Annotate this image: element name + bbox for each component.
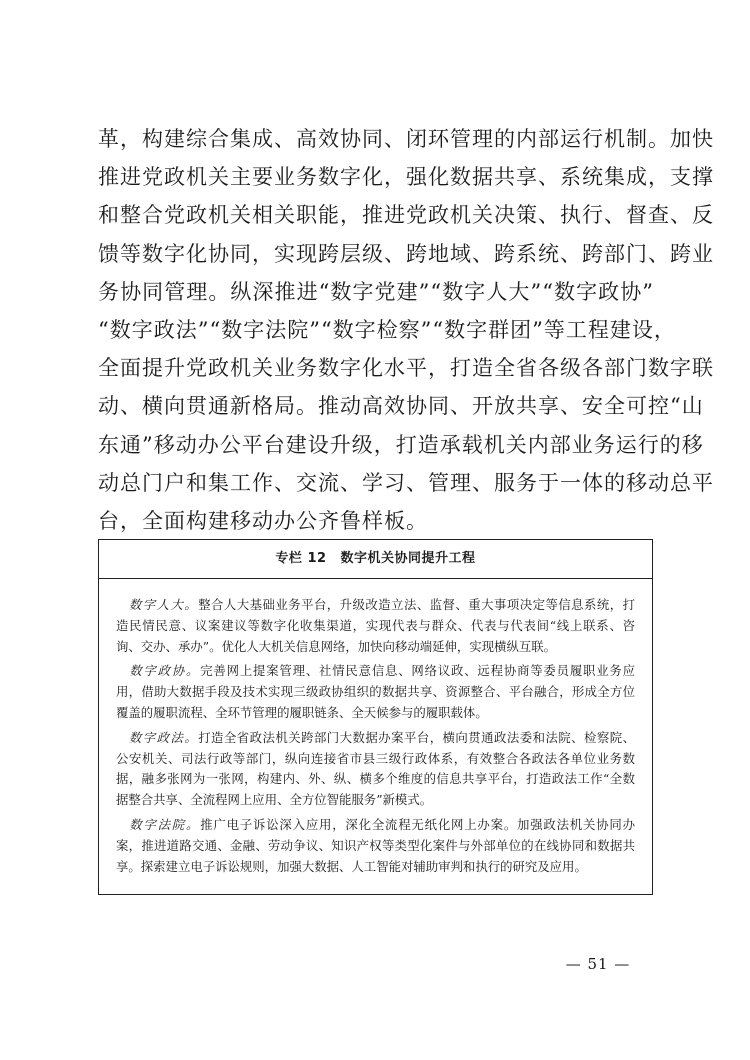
box-line: 享。探索建立电子诉讼规则，加强大数据、人工智能对辅助审判和执行的研究及应用。 [116, 858, 587, 874]
body-line: 动、横向贯通新格局。推动高效协同、开放共享、安全可控“山 [98, 394, 704, 419]
box-line: 覆盖的履职流程、全环节管理的履职链条、全天候参与的履职载体。 [116, 704, 488, 720]
body-line: 动总门户和集工作、交流、学习、管理、服务于一体的移动总平 [98, 470, 714, 495]
box-paragraph-first-line: 数字政协。完善网上提案管理、社情民意信息、网络议政、远程协商等委员履职业务应 [129, 663, 636, 679]
body-line: 务协同管理。纵深推进“数字党建”“数字人大”“数字政协” [98, 279, 654, 304]
body-line: 东通”移动办公平台建设升级，打造承载机关内部业务运行的移 [98, 432, 704, 457]
box-keyword: 数字政协。 [129, 663, 201, 679]
box-line: 造民情民意、议案建议等数字化收集渠道，实现代表与群众、代表与代表间“线上联系、咨 [116, 617, 635, 633]
body-line: 和整合党政机关相关职能，推进党政机关决策、执行、督查、反 [98, 203, 714, 228]
box-keyword: 数字人大。 [128, 597, 199, 612]
box-line: 据整合共享、全流程网上应用、全方位智能服务”新模式。 [116, 792, 433, 808]
body-line: 推进党政机关主要业务数字化，强化数据共享、系统集成，支撑 [98, 165, 714, 190]
box-paragraph-first-line: 数字人大。整合人大基础业务平台，升级改造立法、监督、重大事项决定等信息系统，打 [128, 597, 636, 612]
body-paragraph [98, 120, 714, 540]
box-line: 询、交办、承办”。优化人大机关信息网络，加快向移动端延伸，实现横纵互联。 [116, 638, 557, 654]
box-paragraph-first-line: 数字法院。推广电子诉讼深入应用，深化全流程无纸化网上办案。加强政法机关协同办 [129, 816, 636, 832]
body-line: 台，全面构建移动办公齐鲁样板。 [98, 508, 428, 533]
box-title [99, 540, 652, 579]
box-line: 用，借助大数据手段及技术实现三级政协组织的数据共享、资源整合、平台融合，形成全方位 [116, 684, 635, 700]
body-line: “数字政法”“数字法院”“数字检察”“数字群团”等工程建设， [98, 317, 676, 342]
box-keyword: 数字政法。 [128, 729, 199, 745]
body-line: 馈等数字化协同，实现跨层级、跨地域、跨系统、跨部门、跨业 [98, 241, 714, 266]
box-label: 专栏 12 [275, 551, 327, 566]
page-number: — 51 — [565, 955, 631, 973]
body-line: 革，构建综合集成、高效协同、闭环管理的内部运行机制。加快 [98, 127, 714, 151]
box-keyword: 数字法院。 [129, 816, 201, 832]
box-line: 公安机关、司法行政等部门，纵向连接省市县三级行政体系，有效整合各政法各单位业务数 [116, 750, 635, 766]
body-line: 全面提升党政机关业务数字化水平，打造全省各级各部门数字联 [98, 356, 714, 381]
box-heading: 数字机关协同提升工程 [340, 551, 476, 566]
box-paragraph-first-line: 数字政法。打造全省政法机关跨部门大数据办案平台，横向贯通政法委和法院、检察院、 [128, 729, 636, 745]
box-line: 据，融多张网为一张网，构建内、外、纵、横多个维度的信息共享平台，打造政法工作“全数 [116, 771, 635, 787]
box-body [99, 579, 652, 877]
special-column-box [98, 539, 653, 895]
box-line: 案，推进道路交通、金融、劳动争议、知识产权等类型化案件与外部单位的在线协同和数据共 [116, 837, 635, 853]
